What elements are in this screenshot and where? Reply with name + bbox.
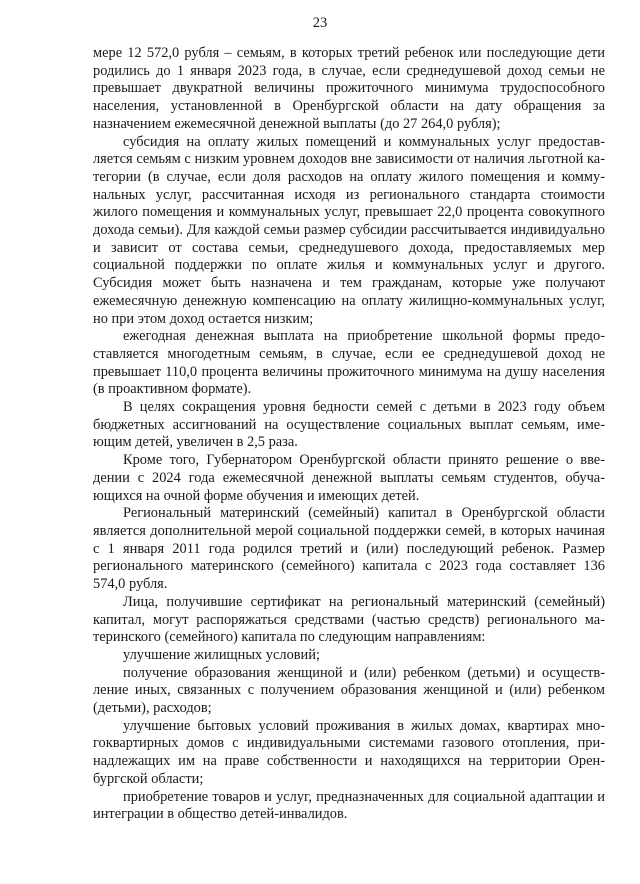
paragraph-regional-maternity-capital: Региональный материнский (семейный) капитал в Оренбургской области является дополнительной мерой социальной поддержки семей, в которых начиная с 1 января 2011 года родился третий и (или) последующий ребенок. Размер регионального материнского (семейного) капитала с 2023 года составляет 136 574,0 рубля.	[93, 505, 605, 593]
paragraph-poverty-reduction: В целях сокращения уровня бедности семей с детьми в 2023 году объем бюджетных ассигнований на осуществление социальных выплат семьям, имеющим детей, увеличен в 2,5 раза.	[93, 399, 605, 451]
paragraph-housing-subsidy: субсидия на оплату жилых помещений и коммунальных услуг предоставляется семьям с низким уровнем доходов вне зависимости от наличия льготной категории (в случае, если доля расходов на оплату жилого помещения и коммунальных услуг, рассчитанная исходя из регионального стандарта стоимости жилого помещения и коммунальных услуг, превышает 22,0 процента совокупного дохода семьи). Для каждой семьи размер субсидии рассчитывается индивидуально и зависит от состава семьи, среднедушевого дохода, предоставляемых мер социальной поддержки по оплате жилья и коммунальных услуг и другого. Субсидия может быть назначена и тем гражданам, которые уже получают ежемесячную денежную компенсацию на оплату жилищно-коммунальных услуг, но при этом доход остается низким;	[93, 133, 605, 327]
paragraph-monthly-payment-continued: мере 12 572,0 рубля – семьям, в которых третий ребенок или последующие дети родились до 1 января 2023 года, в случае, если среднедушевой доход семьи не превышает двукратной величины прожиточного минимума трудоспособного населения, установленной в Оренбургской области на дату обращения за назначением ежемесячной денежной выплаты (до 27 264,0 рубля);	[93, 45, 605, 132]
paragraph-certificate-usage-intro: Лица, получившие сертификат на региональный материнский (семейный) капитал, могут распоряжаться средствами (частью средств) регионального материнского (семейного) капитала по следующим направлениям:	[93, 593, 605, 646]
page-body	[93, 45, 605, 824]
list-item-living-conditions: улучшение бытовых условий проживания в жилых домах, квартирах многоквартирных домов с индивидуальными системами газового отопления, принадлежащих им на праве собственности и находящихся на территории Оренбургской области;	[93, 717, 605, 787]
paragraph-school-uniform-payment: ежегодная денежная выплата на приобретение школьной формы предоставляется многодетным семьям, в случае, если ее среднедушевой доход не превышает 110,0 процента величины прожиточного минимума на душу населения (в проактивном формате).	[93, 328, 605, 398]
page-number: 23	[312, 15, 328, 31]
list-item-education: получение образования женщиной и (или) ребенком (детьми) и осуществление иных, связанных с получением образования женщиной и (или) ребенком (детьми), расходов;	[93, 664, 605, 717]
paragraph-student-families-payment: Кроме того, Губернатором Оренбургской области принято решение о введении с 2024 года ежемесячной денежной выплаты семьям студентов, обучающихся на очной форме обучения и имеющих детей.	[93, 452, 605, 504]
list-item-housing-improvement: улучшение жилищных условий;	[123, 646, 320, 663]
list-item-disabled-children-goods: приобретение товаров и услуг, предназначенных для социальной адаптации и интеграции в общество детей-инвалидов.	[93, 788, 605, 823]
